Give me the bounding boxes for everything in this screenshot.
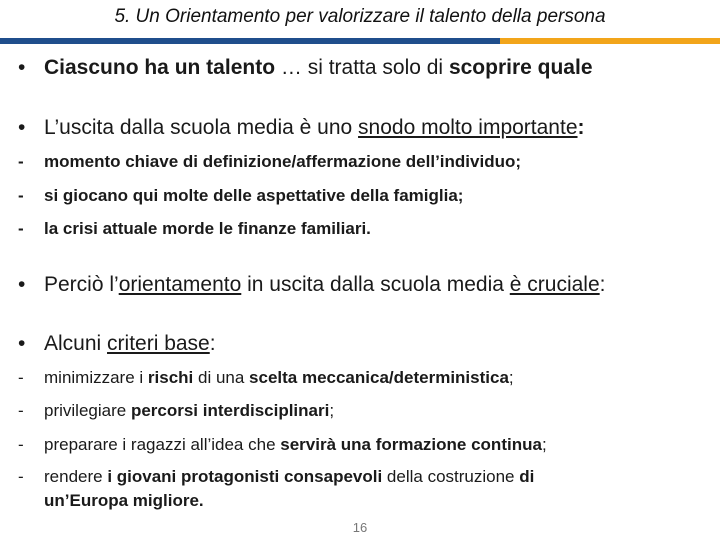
sub-item-text: la crisi attuale morde le finanze familiari.: [44, 219, 371, 238]
bullet-text-underlined: è cruciale: [509, 273, 600, 296]
sub-item-famiglia: [18, 186, 710, 206]
dash-mark: -: [18, 368, 24, 387]
bullet-text-underlined: snodo molto importante: [358, 116, 578, 139]
sub-item-text: momento chiave di definizione/affermazione dell’individuo;: [44, 152, 522, 171]
sub-item-formazione: [18, 435, 710, 455]
dash-mark: -: [18, 152, 24, 171]
sub-item-text-bold: un’Europa migliore.: [44, 491, 204, 510]
sub-item-text-bold: di: [519, 467, 535, 486]
bullet-mark: •: [18, 116, 26, 139]
sub-item-protagonisti: [18, 467, 710, 487]
bullet-text: Alcuni: [44, 332, 108, 355]
bullet-text: :: [599, 273, 606, 296]
sub-item-text: preparare i ragazzi all’idea che: [44, 435, 281, 454]
bullet-criteri: [18, 332, 710, 356]
bullet-mark: •: [18, 332, 26, 355]
sub-item-protagonisti-continued: [18, 491, 710, 511]
title-bar-blue: [0, 38, 500, 44]
sub-item-text: privilegiare: [44, 401, 131, 420]
bullet-orientamento: [18, 273, 710, 297]
bullet-mark: •: [18, 56, 26, 79]
sub-item-text: di una: [193, 368, 250, 387]
slide-title: 5. Un Orientamento per valorizzare il talento della persona: [114, 6, 606, 27]
sub-item-text: della costruzione: [382, 467, 520, 486]
sub-item-text-bold: servirà una formazione continua: [280, 435, 542, 454]
bullet-text-underlined: criteri base: [107, 332, 210, 355]
dash-mark: -: [18, 219, 24, 238]
bullet-talento: [18, 56, 710, 80]
sub-item-text-bold: scelta meccanica/deterministica: [249, 368, 509, 387]
sub-item-rischi: [18, 368, 710, 388]
sub-item-text: minimizzare i: [44, 368, 148, 387]
page-number: 16: [352, 520, 368, 535]
sub-item-text-bold: i giovani protagonisti consapevoli: [107, 467, 383, 486]
sub-item-text: si giocano qui molte delle aspettative della famiglia;: [44, 186, 464, 205]
sub-item-text: ;: [508, 368, 514, 387]
sub-item-text-bold: percorsi interdisciplinari: [130, 401, 330, 420]
bullet-text: Perciò l’: [44, 273, 119, 296]
bullet-text-underlined: orientamento: [118, 273, 242, 296]
bullet-uscita: [18, 116, 710, 140]
bullet-mark: •: [18, 273, 26, 296]
bullet-text: L’uscita dalla scuola media è uno: [44, 116, 359, 139]
dash-mark: -: [18, 401, 24, 420]
dash-mark: -: [18, 435, 24, 454]
bullet-text-bold: scoprire quale: [448, 56, 593, 79]
sub-item-crisi: [18, 219, 710, 239]
sub-item-text-bold: rischi: [147, 368, 194, 387]
bullet-text: in uscita dalla scuola media: [241, 273, 510, 296]
sub-item-text: ;: [541, 435, 547, 454]
title-bar-orange: [500, 38, 720, 44]
sub-item-momento: [18, 152, 710, 172]
bullet-text-bold: Ciascuno ha un talento: [44, 56, 276, 79]
dash-mark: -: [18, 467, 24, 486]
sub-item-text: rendere: [44, 467, 108, 486]
bullet-text: :: [577, 116, 585, 139]
sub-item-text: ;: [329, 401, 335, 420]
bullet-text: … si tratta solo di: [275, 56, 449, 79]
sub-item-percorsi: [18, 401, 710, 421]
bullet-text: :: [209, 332, 216, 355]
dash-mark: -: [18, 186, 24, 205]
